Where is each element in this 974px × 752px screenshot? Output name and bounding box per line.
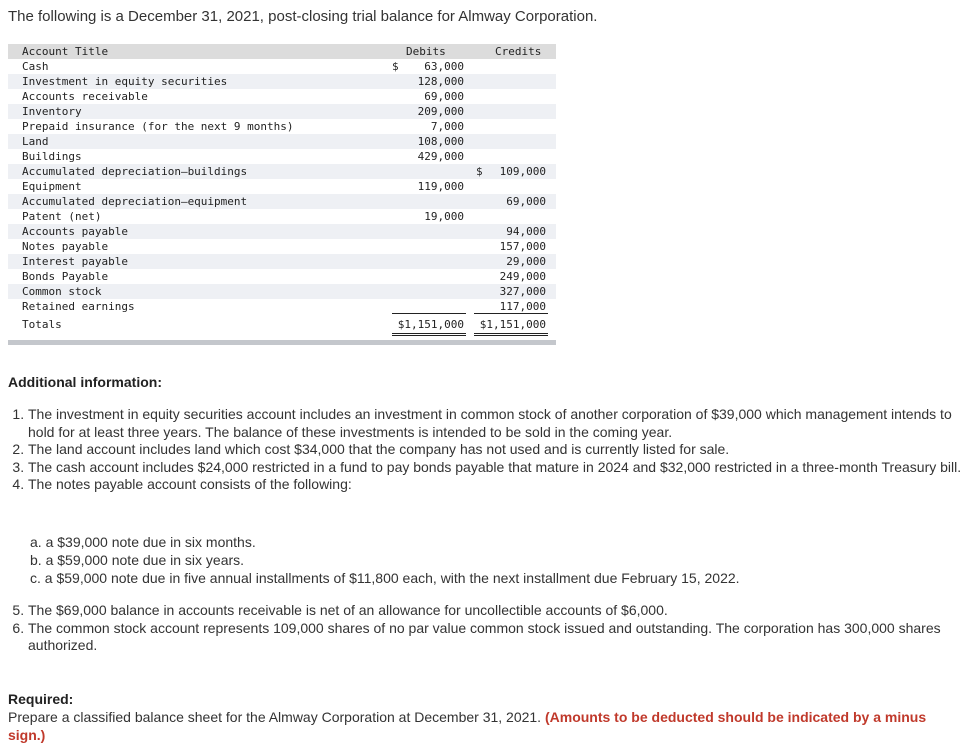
account-title-cell: Common stock [22, 285, 102, 298]
header-credits: Credits [495, 45, 542, 58]
debit-cell: 209,000 [417, 105, 464, 118]
intro-text: The following is a December 31, 2021, post-closing trial balance for Almway Corporation. [8, 8, 598, 25]
debit-cell: 19,000 [424, 210, 464, 223]
debit-cell: 119,000 [417, 180, 464, 193]
table-header [8, 44, 556, 59]
debit-cell: 63,000 [424, 60, 464, 73]
account-title-cell: Prepaid insurance (for the next 9 months) [22, 120, 294, 133]
table-row [8, 179, 556, 194]
table-row [8, 299, 556, 314]
credit-cell: 29,000 [506, 255, 546, 268]
double-underline-debit [392, 333, 466, 336]
sub-item-b: b. a $59,000 note due in six years. [30, 552, 245, 568]
sub-item-a: a. a $39,000 note due in six months. [30, 534, 256, 550]
table-row [8, 149, 556, 164]
table-row [8, 194, 556, 209]
notes-payable-sublist [30, 533, 740, 587]
table-row [8, 89, 556, 104]
credit-cell: 249,000 [499, 270, 546, 283]
credit-cell: 117,000 [499, 300, 546, 313]
required-note: (Amounts to be deducted should be indicated by a minus sign.) [8, 709, 927, 743]
table-row [8, 74, 556, 89]
table-row [8, 284, 556, 299]
required-label: Required: [8, 691, 74, 707]
debit-cell: 69,000 [424, 90, 464, 103]
credit-cell: 109,000 [499, 165, 546, 178]
header-account-title: Account Title [22, 45, 109, 58]
account-title-cell: Buildings [22, 150, 82, 163]
debit-dollar-sign: $ [392, 60, 399, 73]
account-title-cell: Retained earnings [22, 300, 135, 313]
table-body [8, 59, 556, 314]
info-item-6: 6. The common stock account represents 109,000 shares of no par value common stock issued and outstanding. The corporation has 300,000 shares authorized. [28, 620, 974, 655]
totals-credit: $1,151,000 [479, 318, 546, 331]
info-item-5: 5. The $69,000 balance in accounts receivable is net of an allowance for uncollectible accounts of $6,000. [28, 602, 974, 620]
table-row [8, 164, 556, 179]
trial-balance-table [8, 44, 556, 345]
account-title-cell: Patent (net) [22, 210, 102, 223]
required-section [8, 690, 958, 744]
credit-dollar-sign: $ [476, 165, 483, 178]
info-item-1: 1. The investment in equity securities account includes an investment in common stock of another corporation of $39,000 which management intends to hold for at least three years. The balance of these investments is intended to be sold in the coming year. [28, 406, 974, 441]
debit-cell: 128,000 [417, 75, 464, 88]
account-title-cell: Investment in equity securities [22, 75, 228, 88]
info-item-4: 4. The notes payable account consists of the following: [28, 476, 974, 494]
account-title-cell: Inventory [22, 105, 82, 118]
required-body [8, 708, 958, 744]
credit-cell: 94,000 [506, 225, 546, 238]
debit-cell: 108,000 [417, 135, 464, 148]
account-title-cell: Cash [22, 60, 49, 73]
account-title-cell: Interest payable [22, 255, 128, 268]
required-text: Prepare a classified balance sheet for the Almway Corporation at December 31, 2021. [8, 709, 542, 725]
info-item-2: 2. The land account includes land which cost $34,000 that the company has not used and is currently listed for sale. [28, 441, 974, 459]
account-title-cell: Bonds Payable [22, 270, 109, 283]
account-title-cell: Accounts receivable [22, 90, 148, 103]
table-row [8, 224, 556, 239]
additional-info-title: Additional information: [8, 374, 162, 390]
credit-cell: 69,000 [506, 195, 546, 208]
account-title-cell: Accounts payable [22, 225, 128, 238]
table-row [8, 269, 556, 284]
table-row [8, 239, 556, 254]
additional-info-list-continued [8, 602, 974, 655]
table-footer-bar [8, 340, 556, 345]
table-row [8, 119, 556, 134]
account-title-cell: Land [22, 135, 49, 148]
double-underline-credit [474, 333, 548, 336]
sub-item-c: c. a $59,000 note due in five annual installments of $11,800 each, with the next installment due February 15, 2022. [30, 570, 740, 586]
account-title-cell: Accumulated depreciation—buildings [22, 165, 248, 178]
account-title-cell: Notes payable [22, 240, 109, 253]
additional-info-list [8, 406, 974, 494]
table-row [8, 59, 556, 74]
debit-cell: 7,000 [430, 120, 464, 133]
table-row [8, 134, 556, 149]
account-title-cell: Equipment [22, 180, 82, 193]
credit-cell: 157,000 [499, 240, 546, 253]
table-row [8, 209, 556, 224]
credit-cell: 327,000 [499, 285, 546, 298]
table-row [8, 254, 556, 269]
totals-debit: $1,151,000 [397, 318, 464, 331]
debit-cell: 429,000 [417, 150, 464, 163]
header-debits: Debits [406, 45, 446, 58]
account-title-cell: Accumulated depreciation—equipment [22, 195, 248, 208]
totals-label: Totals [22, 318, 62, 331]
totals-row [8, 314, 556, 332]
info-item-3: 3. The cash account includes $24,000 restricted in a fund to pay bonds payable that mature in 2024 and $32,000 restricted in a three-month Treasury bill. [28, 459, 974, 477]
table-row [8, 104, 556, 119]
